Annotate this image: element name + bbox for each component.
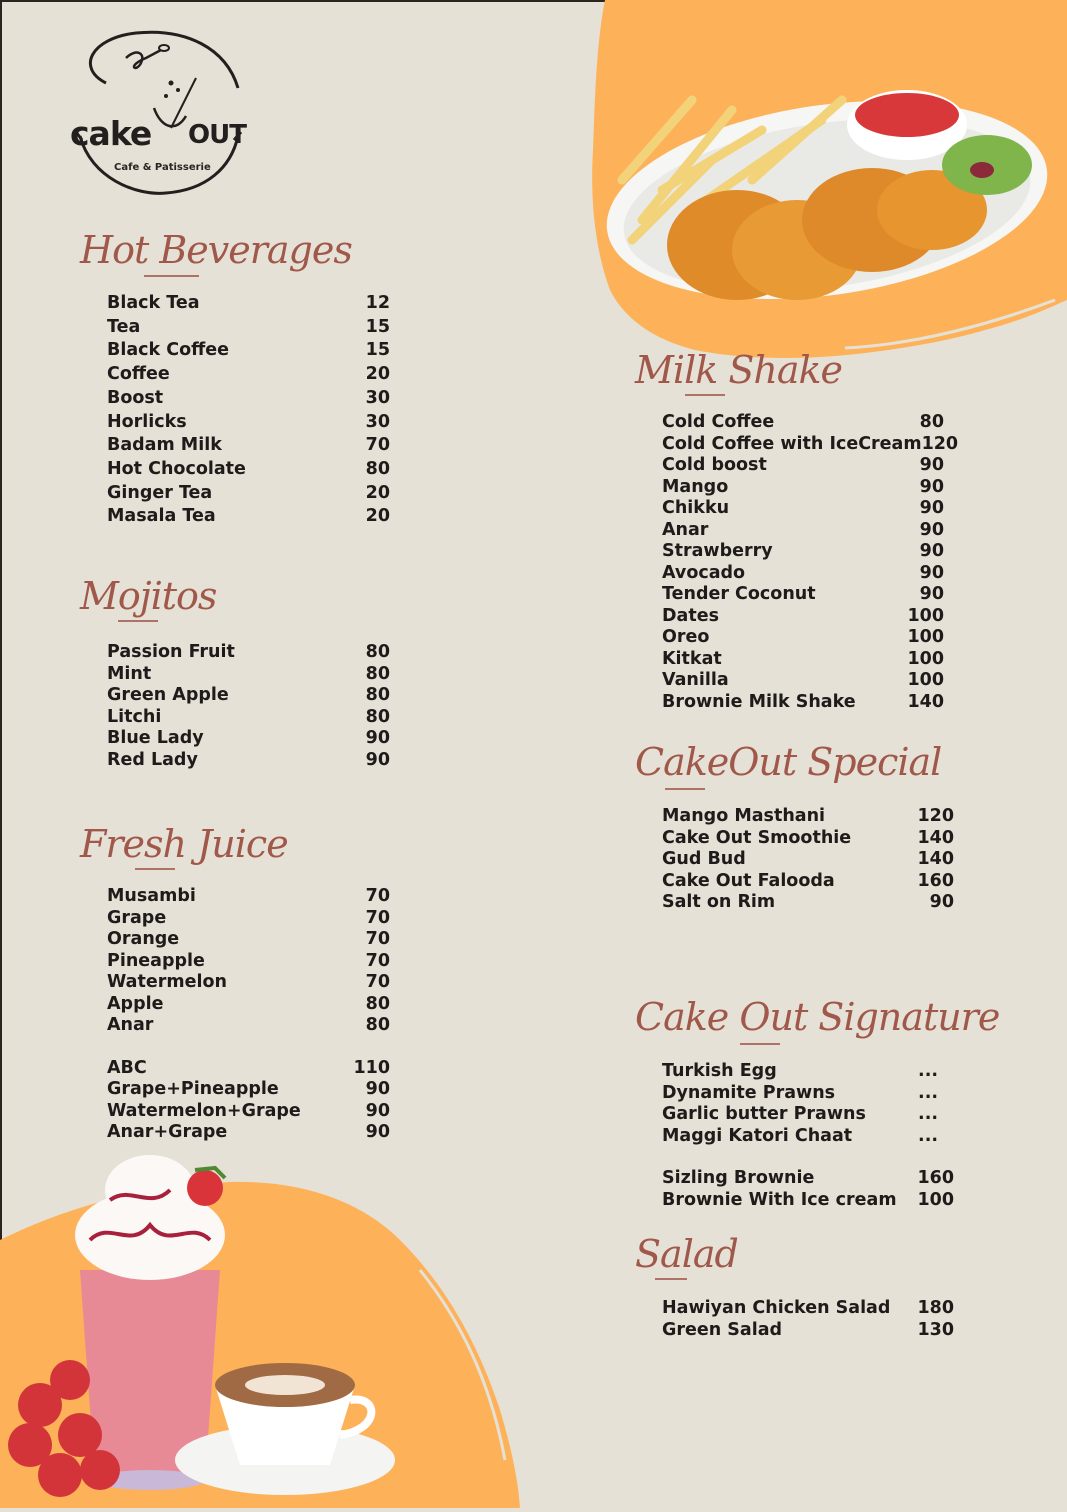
menu-item bbox=[662, 1126, 954, 1148]
item-price: 90 bbox=[919, 455, 944, 475]
item-price: 70 bbox=[365, 907, 390, 928]
item-name: Sizling Brownie bbox=[662, 1168, 815, 1189]
item-price: 80 bbox=[919, 412, 944, 432]
item-name: Cold boost bbox=[662, 455, 767, 475]
item-price: 70 bbox=[365, 886, 390, 906]
title-underline bbox=[655, 1278, 687, 1280]
item-price: 70 bbox=[365, 972, 390, 992]
item-price: 90 bbox=[365, 1100, 390, 1121]
section-hot-beverages bbox=[80, 228, 390, 529]
item-price: 70 bbox=[365, 435, 390, 456]
menu-item bbox=[662, 649, 944, 671]
cakeout-logo bbox=[66, 28, 256, 198]
section-cakeout-special bbox=[635, 740, 954, 914]
menu-item bbox=[107, 411, 390, 435]
item-name: Tender Coconut bbox=[662, 584, 816, 604]
item-name: Musambi bbox=[107, 886, 196, 906]
item-name: Chikku bbox=[662, 498, 730, 518]
menu-item bbox=[662, 1061, 954, 1083]
item-price: 180 bbox=[917, 1298, 954, 1318]
item-price: 80 bbox=[365, 458, 390, 479]
item-price: ... bbox=[918, 1082, 938, 1103]
menu-item bbox=[107, 707, 390, 729]
menu-item bbox=[107, 292, 390, 316]
item-name: Tea bbox=[107, 316, 141, 337]
item-name: Anar bbox=[107, 1015, 154, 1035]
section-title-mojitos bbox=[80, 574, 390, 618]
item-price: 80 bbox=[365, 1015, 390, 1035]
item-price: 110 bbox=[353, 1057, 390, 1078]
menu-list-fresh-juice bbox=[107, 886, 390, 1144]
title-underline bbox=[740, 1043, 780, 1045]
menu-item bbox=[662, 1298, 954, 1320]
section-title-text: Mojitos bbox=[80, 574, 217, 618]
item-name: Cold Coffee bbox=[662, 412, 775, 432]
section-title-text: Salad bbox=[635, 1232, 738, 1276]
menu-item bbox=[107, 664, 390, 686]
item-name: Dates bbox=[662, 605, 719, 626]
menu-item bbox=[662, 433, 959, 456]
item-price: 100 bbox=[917, 1189, 954, 1210]
item-name: Oreo bbox=[662, 627, 710, 647]
section-title-text: Hot Beverages bbox=[80, 228, 352, 272]
title-underline bbox=[685, 394, 725, 396]
list-spacer bbox=[107, 1037, 390, 1058]
item-name: Ginger Tea bbox=[107, 482, 213, 503]
item-name: Horlicks bbox=[107, 411, 187, 432]
menu-item bbox=[107, 482, 390, 506]
menu-list-cakeout-signature bbox=[662, 1061, 954, 1212]
item-name: Badam Milk bbox=[107, 435, 222, 456]
title-underline bbox=[135, 868, 175, 870]
menu-item bbox=[662, 477, 944, 499]
item-price: 12 bbox=[365, 293, 390, 313]
item-name: Cake Out Falooda bbox=[662, 870, 835, 891]
item-price: ... bbox=[918, 1061, 938, 1081]
item-price: 70 bbox=[365, 950, 390, 971]
menu-item bbox=[662, 520, 944, 542]
item-price: 90 bbox=[919, 541, 944, 561]
item-price: ... bbox=[918, 1104, 938, 1125]
item-price: 140 bbox=[907, 691, 944, 712]
item-name: Watermelon bbox=[107, 972, 227, 992]
menu-item bbox=[662, 692, 944, 714]
item-name: Hawiyan Chicken Salad bbox=[662, 1298, 891, 1318]
menu-item bbox=[662, 455, 944, 477]
menu-item bbox=[107, 908, 390, 930]
item-price: 70 bbox=[365, 929, 390, 949]
item-name: Black Coffee bbox=[107, 340, 230, 361]
section-title-text: CakeOut Special bbox=[635, 740, 942, 784]
menu-item bbox=[107, 316, 390, 340]
title-underline bbox=[665, 788, 705, 790]
item-name: Green Apple bbox=[107, 685, 229, 706]
section-title-cakeout-special bbox=[635, 740, 954, 784]
menu-item bbox=[107, 1079, 390, 1101]
menu-item bbox=[662, 849, 954, 871]
menu-item bbox=[107, 339, 390, 363]
menu-item bbox=[662, 828, 954, 850]
item-price: 20 bbox=[365, 482, 390, 503]
item-price: 80 bbox=[365, 993, 390, 1014]
menu-item bbox=[662, 871, 954, 893]
menu-item bbox=[107, 434, 390, 458]
item-name: Anar bbox=[662, 519, 709, 540]
section-title-hot-beverages bbox=[80, 228, 390, 272]
menu-item bbox=[662, 606, 944, 628]
section-salad bbox=[635, 1232, 954, 1341]
item-name: Cold Coffee with IceCream bbox=[662, 433, 922, 454]
menu-item bbox=[107, 685, 390, 707]
section-fresh-juice bbox=[80, 822, 390, 1144]
item-price: 30 bbox=[365, 411, 390, 432]
section-title-cakeout-signature bbox=[635, 995, 1000, 1039]
menu-item bbox=[662, 412, 944, 434]
item-name: Brownie With Ice cream bbox=[662, 1189, 897, 1210]
item-price: 80 bbox=[365, 642, 390, 662]
item-price: 15 bbox=[365, 316, 390, 337]
section-cakeout-signature bbox=[635, 995, 1000, 1212]
section-milk-shake bbox=[635, 348, 959, 713]
item-price: ... bbox=[918, 1125, 938, 1146]
item-price: 140 bbox=[917, 849, 954, 870]
item-price: 160 bbox=[917, 870, 954, 891]
item-name: Boost bbox=[107, 387, 164, 408]
item-price: 20 bbox=[365, 364, 390, 385]
item-name: Grape+Pineapple bbox=[107, 1079, 279, 1099]
item-name: Garlic butter Prawns bbox=[662, 1104, 866, 1125]
item-price: 20 bbox=[365, 506, 390, 527]
menu-item bbox=[107, 972, 390, 994]
item-name: Salt on Rim bbox=[662, 892, 776, 913]
item-price: 90 bbox=[919, 498, 944, 518]
item-price: 80 bbox=[365, 663, 390, 684]
menu-item bbox=[662, 670, 944, 692]
item-name: Anar+Grape bbox=[107, 1122, 228, 1142]
section-title-text: Cake Out Signature bbox=[635, 995, 1000, 1039]
menu-item bbox=[662, 563, 944, 585]
item-price: 90 bbox=[919, 476, 944, 497]
menu-item bbox=[662, 541, 944, 563]
item-name: Vanilla bbox=[662, 670, 729, 690]
menu-item bbox=[107, 642, 390, 664]
item-name: Apple bbox=[107, 993, 164, 1014]
section-title-text: Fresh Juice bbox=[80, 822, 288, 866]
menu-item bbox=[107, 1015, 390, 1037]
item-name: Turkish Egg bbox=[662, 1061, 777, 1081]
title-underline bbox=[144, 275, 199, 277]
item-name: Black Tea bbox=[107, 293, 200, 313]
item-price: 90 bbox=[919, 584, 944, 604]
item-price: 100 bbox=[907, 648, 944, 669]
item-price: 130 bbox=[917, 1319, 954, 1340]
section-title-fresh-juice bbox=[80, 822, 390, 866]
item-price: 90 bbox=[929, 892, 954, 913]
item-name: Green Salad bbox=[662, 1319, 783, 1340]
item-price: 80 bbox=[365, 685, 390, 706]
logo-tagline: Cafe & Patisserie bbox=[114, 162, 211, 173]
item-price: 90 bbox=[919, 562, 944, 583]
item-name: Hot Chocolate bbox=[107, 458, 246, 479]
menu-item bbox=[107, 750, 390, 772]
menu-list-mojitos bbox=[107, 642, 390, 772]
menu-list-milk-shake bbox=[662, 412, 959, 713]
item-price: 120 bbox=[921, 433, 959, 454]
item-name: Mango bbox=[662, 476, 729, 497]
item-price: 160 bbox=[917, 1168, 954, 1189]
item-price: 100 bbox=[907, 605, 944, 626]
logo-wordmark-out: OUT bbox=[188, 120, 246, 150]
item-name: Orange bbox=[107, 929, 180, 949]
item-price: 80 bbox=[365, 706, 390, 727]
item-name: Brownie Milk Shake bbox=[662, 691, 856, 712]
logo-wordmark-cake: cake bbox=[70, 114, 152, 153]
menu-list-cakeout-special bbox=[662, 806, 954, 914]
item-name: Dynamite Prawns bbox=[662, 1082, 836, 1103]
menu-item bbox=[107, 929, 390, 951]
menu-list-hot-beverages bbox=[107, 292, 390, 529]
section-title-text: Milk Shake bbox=[635, 348, 842, 392]
item-name: Blue Lady bbox=[107, 728, 204, 749]
item-name: Passion Fruit bbox=[107, 642, 235, 662]
item-price: 90 bbox=[365, 728, 390, 749]
section-title-salad bbox=[635, 1232, 954, 1276]
item-name: Kitkat bbox=[662, 648, 722, 669]
item-price: 30 bbox=[365, 387, 390, 408]
menu-item bbox=[107, 886, 390, 908]
menu-item bbox=[107, 387, 390, 411]
menu-item bbox=[662, 584, 944, 606]
menu-item bbox=[107, 951, 390, 973]
list-spacer bbox=[662, 1147, 954, 1168]
menu-item bbox=[662, 627, 944, 649]
item-name: Mint bbox=[107, 663, 152, 684]
item-name: ABC bbox=[107, 1057, 147, 1078]
item-name: Pineapple bbox=[107, 950, 205, 971]
item-price: 140 bbox=[917, 827, 954, 848]
menu-item bbox=[107, 458, 390, 482]
section-mojitos bbox=[80, 574, 390, 772]
menu-item bbox=[107, 1101, 390, 1123]
item-name: Avocado bbox=[662, 562, 746, 583]
menu-item bbox=[107, 728, 390, 750]
milkshake-and-coffee-image bbox=[0, 1140, 400, 1508]
menu-item bbox=[662, 1104, 954, 1126]
item-price: 90 bbox=[365, 1079, 390, 1099]
item-name: Strawberry bbox=[662, 541, 773, 561]
item-name: Mango Masthani bbox=[662, 806, 826, 826]
menu-item bbox=[662, 1168, 954, 1190]
item-price: 15 bbox=[365, 340, 390, 361]
item-name: Gud Bud bbox=[662, 849, 746, 870]
item-price: 90 bbox=[365, 749, 390, 770]
menu-item bbox=[662, 498, 944, 520]
item-name: Watermelon+Grape bbox=[107, 1100, 301, 1121]
menu-item bbox=[107, 1058, 390, 1080]
menu-item bbox=[662, 892, 954, 914]
item-price: 100 bbox=[907, 670, 944, 690]
menu-item bbox=[662, 1083, 954, 1105]
item-name: Red Lady bbox=[107, 749, 198, 770]
menu-item bbox=[107, 1122, 390, 1144]
menu-item bbox=[107, 994, 390, 1016]
item-price: 90 bbox=[919, 519, 944, 540]
item-price: 100 bbox=[907, 627, 944, 647]
item-name: Masala Tea bbox=[107, 506, 216, 527]
item-name: Grape bbox=[107, 907, 167, 928]
section-title-milk-shake bbox=[635, 348, 944, 392]
menu-item bbox=[662, 1190, 954, 1212]
item-price: 90 bbox=[365, 1122, 390, 1142]
menu-item bbox=[662, 1320, 954, 1342]
menu-list-salad bbox=[662, 1298, 954, 1341]
menu-item bbox=[107, 363, 390, 387]
item-name: Cake Out Smoothie bbox=[662, 827, 852, 848]
menu-item bbox=[662, 806, 954, 828]
item-name: Maggi Katori Chaat bbox=[662, 1125, 853, 1146]
menu-item bbox=[107, 505, 390, 529]
item-price: 120 bbox=[917, 806, 954, 826]
title-underline bbox=[118, 620, 158, 622]
item-name: Coffee bbox=[107, 364, 170, 385]
chicken-nuggets-plate-image bbox=[602, 70, 1052, 310]
item-name: Litchi bbox=[107, 706, 162, 727]
